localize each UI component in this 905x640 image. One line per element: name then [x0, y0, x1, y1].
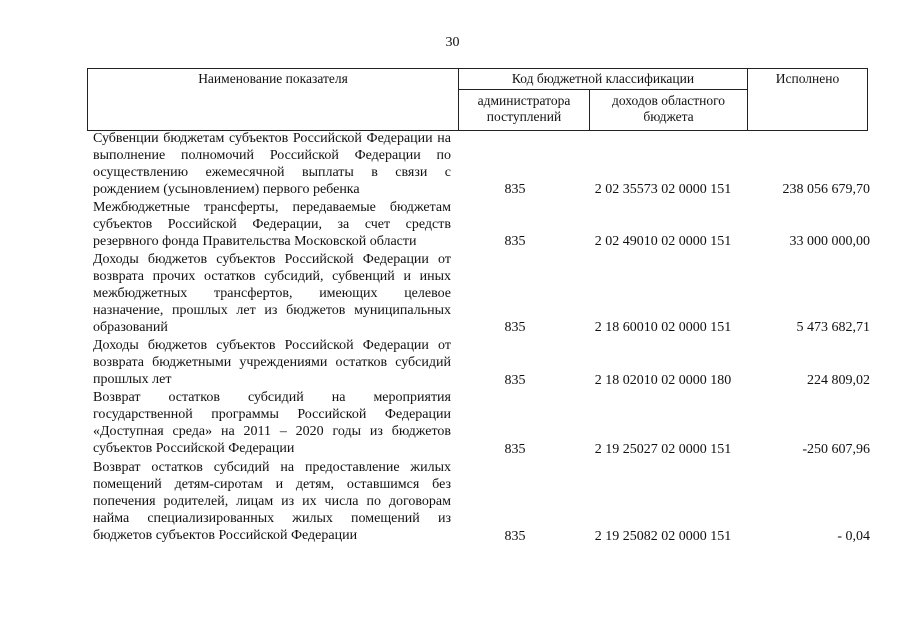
header-code-group-cell	[459, 69, 748, 90]
header-income-cell	[590, 90, 748, 131]
row-amount: 224 809,02	[807, 373, 870, 388]
row-code: 2 02 35573 02 0000 151	[594, 182, 732, 197]
row-amount: 5 473 682,71	[796, 320, 870, 335]
row-amount: 33 000 000,00	[789, 234, 870, 249]
header-admin: администратора поступлений	[477, 93, 571, 124]
header-name: Наименование показателя	[198, 71, 348, 86]
row-amount: - 0,04	[837, 529, 870, 544]
header-executed-cell	[748, 69, 868, 131]
row-code: 2 02 49010 02 0000 151	[594, 234, 732, 249]
row-admin: 835	[504, 373, 526, 388]
row-amount: 238 056 679,70	[782, 182, 870, 197]
header-code-group: Код бюджетной классификации	[511, 71, 695, 86]
row-name: Доходы бюджетов субъектов Российской Федерации от возврата прочих остатков субсидий, субвенций и иных межбюджетных трансфертов, имеющих целевое назначение, прошлых лет из бюджетов муниципальных образований	[93, 252, 451, 335]
header-income: доходов областного бюджета	[611, 93, 726, 124]
row-admin: 835	[504, 320, 526, 335]
row-amount: -250 607,96	[802, 442, 870, 457]
row-name: Возврат остатков субсидий на предоставление жилых помещений детям-сиротам и детям, оставшимся без попечения родителей, лицам из их числа по договорам найма специализированных жилых помещений из бюджетов субъектов Российской Федерации	[93, 460, 451, 543]
row-code: 2 19 25082 02 0000 151	[594, 529, 732, 544]
row-admin: 835	[504, 234, 526, 249]
row-admin: 835	[504, 442, 526, 457]
page-number: 30	[445, 35, 460, 50]
row-name: Возврат остатков субсидий на мероприятия государственной программы Российской Федерации «Доступная среда» на 2011 – 2020 годы из бюджетов субъектов Российской Федерации	[93, 390, 451, 456]
row-name: Доходы бюджетов субъектов Российской Федерации от возврата бюджетными учреждениями остатков субсидий прошлых лет	[93, 338, 451, 387]
header-executed: Исполнено	[775, 71, 840, 86]
row-code: 2 19 25027 02 0000 151	[594, 442, 732, 457]
row-name: Межбюджетные трансферты, передаваемые бюджетам субъектов Российской Федерации, за счет средств резервного фонда Правительства Московской области	[93, 200, 451, 249]
table-header	[87, 68, 868, 131]
row-name: Субвенции бюджетам субъектов Российской Федерации на выполнение полномочий Российской Федерации по осуществлению ежемесячной выплаты в связи с рождением (усыновлением) первого ребенка	[93, 131, 451, 197]
row-admin: 835	[504, 529, 526, 544]
row-code: 2 18 02010 02 0000 180	[594, 373, 732, 388]
row-admin: 835	[504, 182, 526, 197]
row-code: 2 18 60010 02 0000 151	[594, 320, 732, 335]
header-name-cell	[88, 69, 459, 131]
header-admin-cell	[459, 90, 590, 131]
